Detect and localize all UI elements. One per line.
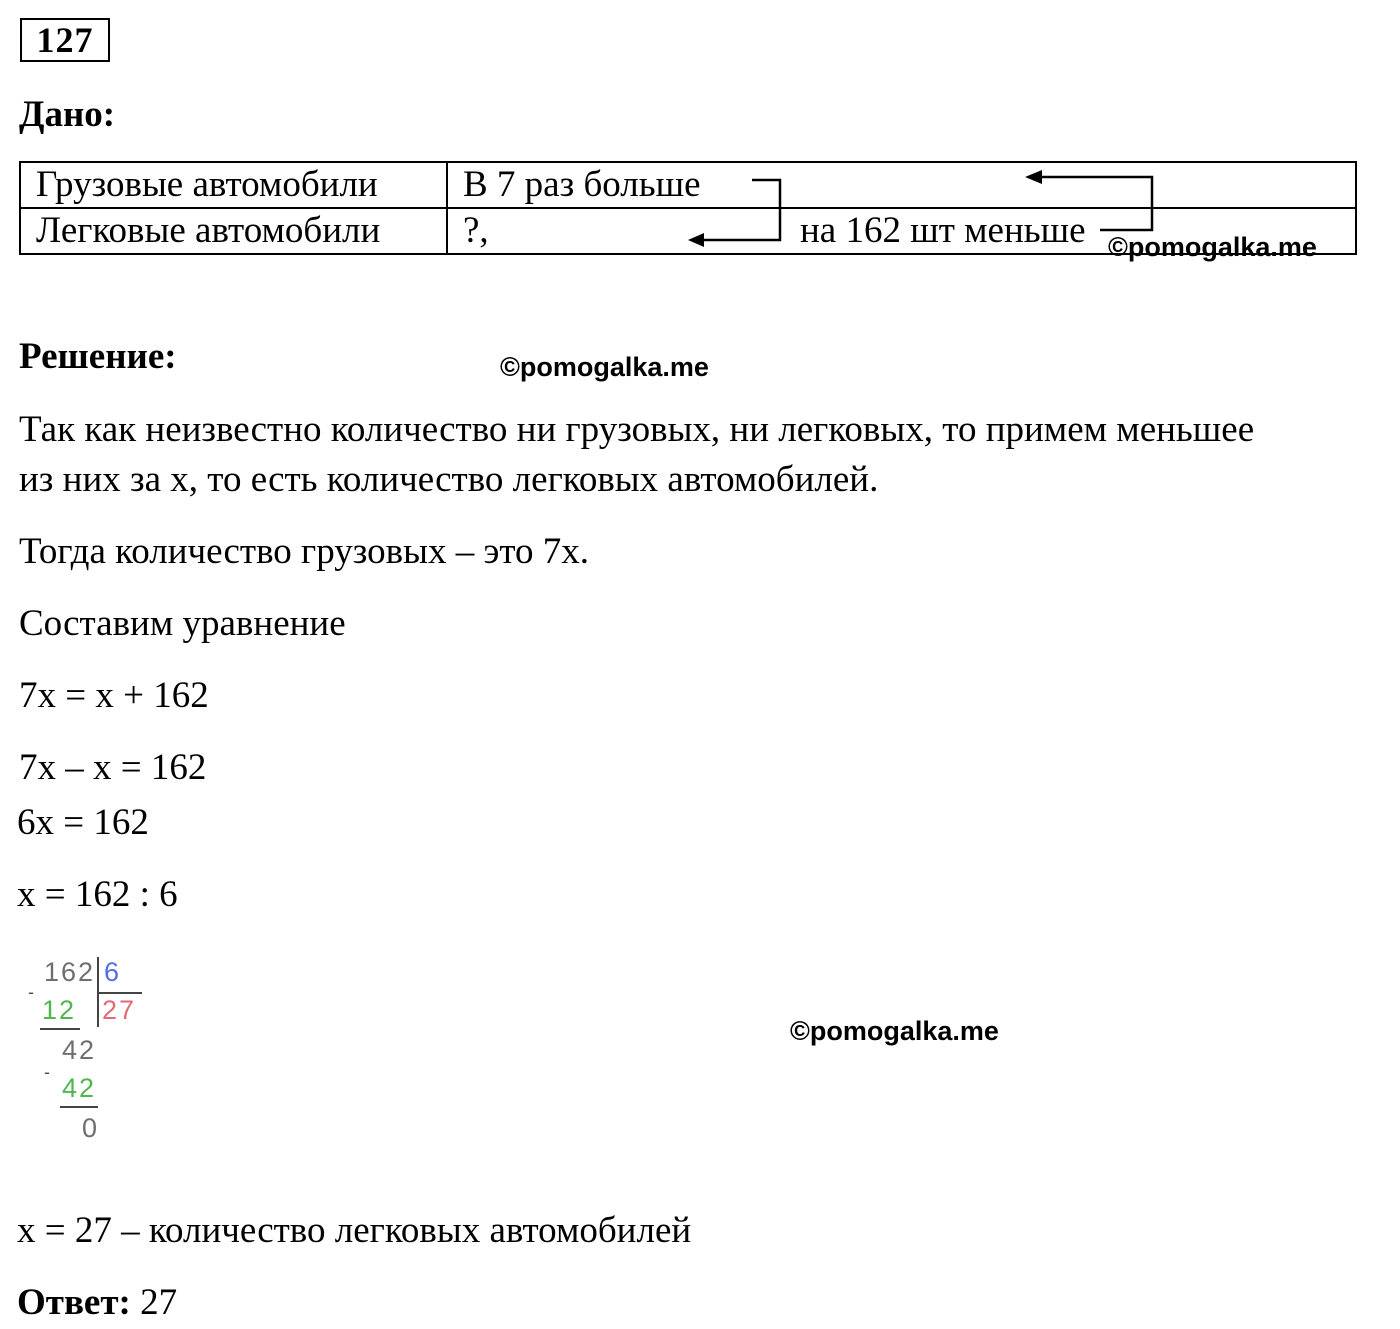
division-quotient: 27 [102,995,137,1025]
division-dividend: 162 [44,957,96,987]
solution-result: x = 27 – количество легковых автомобилей [17,1210,692,1251]
solution-paragraph-3: Составим уравнение [19,603,346,644]
arrow-head-left-icon [1025,170,1042,184]
task-number: 127 [20,18,110,62]
solution-paragraph-2: Тогда количество грузовых – это 7x. [19,531,590,572]
row-label-trucks: Грузовые автомобили [20,162,447,208]
row-relation-trucks: В 7 раз больше [447,162,1356,208]
division-divisor: 6 [104,957,122,987]
row-label-cars: Легковые автомобили [20,208,447,254]
answer-value: 27 [130,1282,178,1323]
division-minus-sign: - [28,982,36,1002]
division-minus-sign: - [44,1062,52,1082]
answer-line [17,1284,177,1321]
watermark: ©pomogalka.me [500,352,709,382]
equation-4: x = 162 : 6 [17,874,178,915]
equation-1: 7x = x + 162 [19,675,209,716]
arrow-head-left-icon [688,233,704,247]
equation-2: 7x – x = 162 [19,747,207,788]
division-final-remainder: 0 [82,1113,100,1143]
division-lines [28,955,158,1145]
watermark: ©pomogalka.me [790,1016,999,1046]
watermark: ©pomogalka.me [1108,232,1317,262]
solution-paragraph-line2: из них за x, то есть количество легковых автомобилей. [19,459,879,500]
arrow-times-seven [700,180,780,240]
division-remainder-1: 42 [62,1035,97,1065]
equation-3: 6x = 162 [17,802,149,843]
division-subtract-1: 12 [42,995,77,1025]
row-relation-cars: ?, [463,210,489,251]
division-subtract-2: 42 [62,1073,97,1103]
solution-heading: Решение: [19,336,177,377]
row-note-cars: на 162 шт меньше [800,210,1086,251]
answer-label: Ответ: [17,1282,131,1323]
long-division [28,955,158,1145]
solution-paragraph-line1: Так как неизвестно количество ни грузовых, ни легковых, то примем меньшее [19,409,1255,450]
given-heading: Дано: [19,94,116,135]
arrow-difference [1040,177,1152,230]
